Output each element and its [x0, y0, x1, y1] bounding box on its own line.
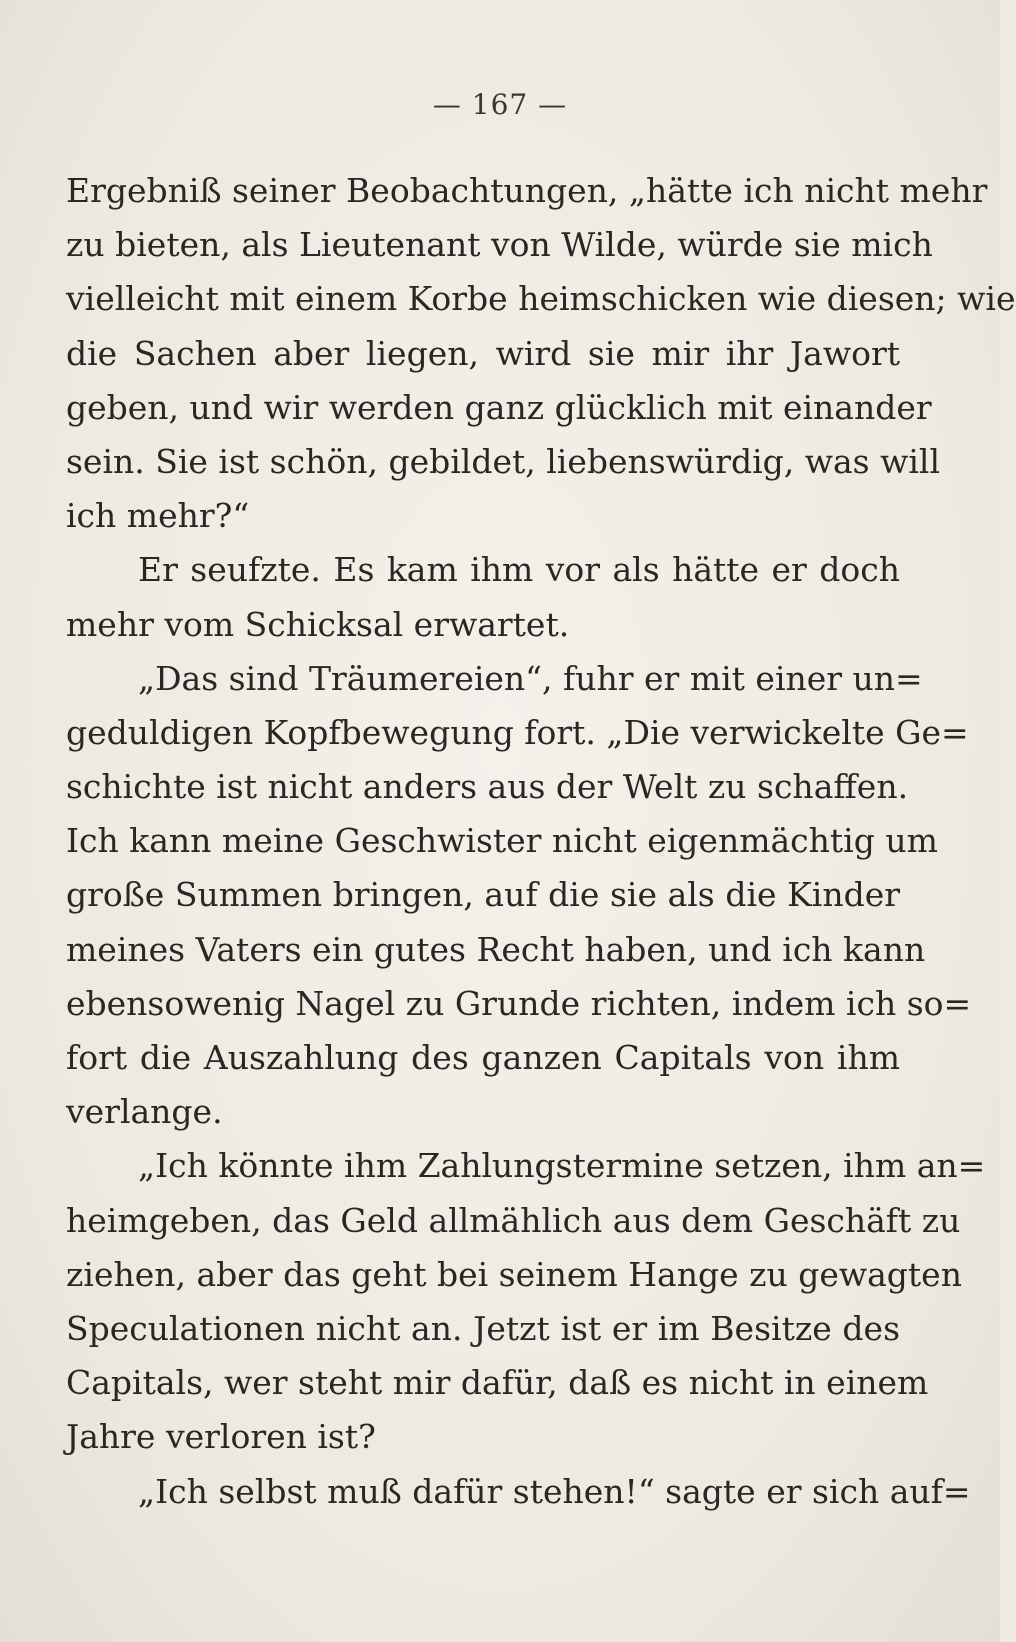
text-line: ebensowenig Nagel zu Grunde richten, indem ich so= — [66, 983, 972, 1023]
text-line: „Das sind Träumereien“, fuhr er mit einer un= — [138, 658, 923, 698]
page-number: — 167 — — [432, 88, 568, 121]
text-line: ich mehr?“ — [66, 496, 250, 536]
text-line: geben, und wir werden ganz glücklich mit einander — [66, 387, 932, 427]
text-line: Jahre verloren ist? — [66, 1417, 376, 1457]
text-line: verlange. — [66, 1092, 223, 1132]
text-line: meines Vaters ein gutes Recht haben, und ich kann — [66, 929, 926, 969]
text-line: fort die Auszahlung des ganzen Capitals von ihm — [66, 1038, 900, 1077]
text-line: sein. Sie ist schön, gebildet, liebenswürdig, was will — [66, 441, 941, 481]
text-line: heimgeben, das Geld allmählich aus dem Geschäft zu — [66, 1200, 961, 1240]
text-line: ziehen, aber das geht bei seinem Hange zu gewagten — [66, 1254, 962, 1294]
text-line: „Ich könnte ihm Zahlungstermine setzen, ihm an= — [138, 1146, 986, 1186]
text-line: „Ich selbst muß dafür stehen!“ sagte er sich auf= — [138, 1471, 971, 1511]
body-text — [66, 164, 1016, 1519]
text-line: Er seufzte. Es kam ihm vor als hätte er doch — [138, 550, 900, 590]
text-line: Capitals, wer steht mir dafür, daß es nicht in einem — [66, 1363, 929, 1403]
text-line: Ergebniß seiner Beobachtungen, „hätte ich nicht mehr — [66, 171, 988, 210]
text-line: mehr vom Schicksal erwartet. — [66, 604, 570, 644]
text-line: schichte ist nicht anders aus der Welt zu schaffen. — [66, 767, 909, 807]
text-line: die Sachen aber liegen, wird sie mir ihr Jawort — [66, 333, 900, 373]
text-line: geduldigen Kopfbewegung fort. „Die verwickelte Ge= — [66, 712, 969, 752]
text-line: große Summen bringen, auf die sie als die Kinder — [66, 875, 900, 915]
text-line: vielleicht mit einem Korbe heimschicken wie diesen; wie — [66, 279, 1016, 319]
text-line: zu bieten, als Lieutenant von Wilde, würde sie mich — [66, 225, 933, 265]
text-line: Ich kann meine Geschwister nicht eigenmächtig um — [66, 821, 938, 861]
text-line: Speculationen nicht an. Jetzt ist er im Besitze des — [66, 1308, 900, 1348]
